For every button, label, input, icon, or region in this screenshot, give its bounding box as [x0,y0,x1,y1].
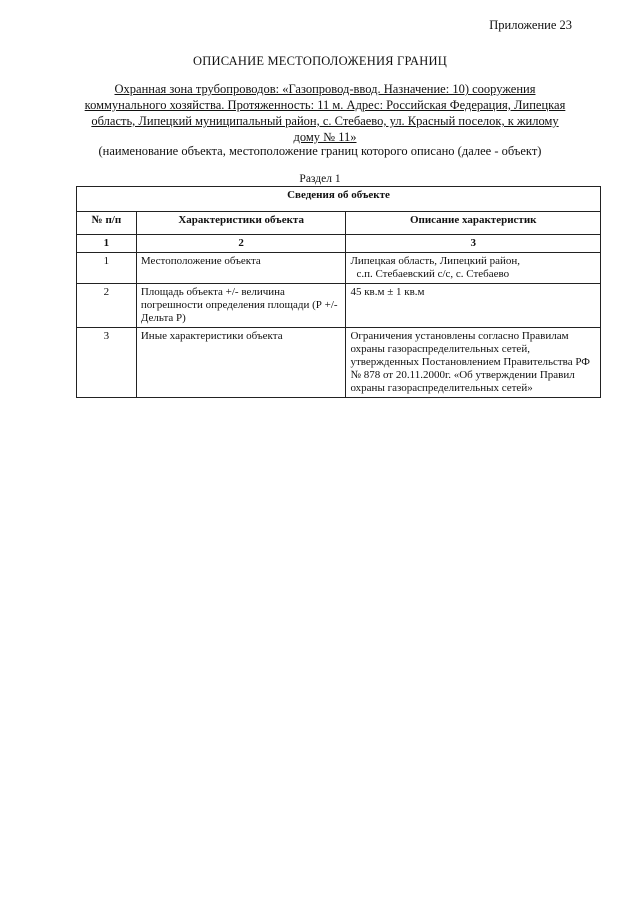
table-row [77,253,601,284]
column-header-num: № п/п [77,212,137,235]
table-row [77,328,601,398]
column-number-1: 1 [77,235,137,253]
row-characteristic: Площадь объекта +/- величина погрешности определения площади (Р +/- Дельта Р) [136,284,346,328]
table-caption: Сведения об объекте [77,187,601,212]
section-label: Раздел 1 [299,173,341,185]
row-number: 3 [77,328,137,398]
row-description [346,253,601,284]
object-name: Охранная зона трубопроводов: «Газопровод-ввод. Назначение: 10) сооружения коммунального хозяйства. Протяженность: 11 м. Адрес: Российская Федерация, Липецкая область, Липецкий муниципальный район, с. Стебаево, ул. Красный поселок, к жилому дому № 11» [84,82,566,144]
row-characteristic: Иные характеристики объекта [136,328,346,398]
column-number-3: 3 [346,235,601,253]
document-title: ОПИСАНИЕ МЕСТОПОЛОЖЕНИЯ ГРАНИЦ [193,54,447,68]
description-line: Липецкая область, Липецкий район, [350,255,521,267]
column-header-characteristic: Характеристики объекта [136,212,346,235]
description-line: 45 кв.м ± 1 кв.м [350,286,425,298]
column-number-2: 2 [136,235,346,253]
appendix-label: Приложение 23 [489,18,572,32]
description-line: Ограничения установлены согласно Правилам охраны газораспределительных сетей, утвержденных Постановлением Правительства РФ № 878 от 20.11.2000г. «Об утверждении Правил охраны газораспределительных сетей» [350,330,590,394]
description-line: с.п. Стебаевский с/с, с. Стебаево [356,268,510,280]
row-characteristic: Местоположение объекта [136,253,346,284]
object-caption: (наименование объекта, местоположение границ которого описано (далее - объект) [98,144,542,158]
row-number: 1 [77,253,137,284]
column-header-description: Описание характеристик [346,212,601,235]
row-description [346,284,601,328]
table-row [77,284,601,328]
row-description [346,328,601,398]
row-number: 2 [77,284,137,328]
object-info-table [76,186,601,398]
